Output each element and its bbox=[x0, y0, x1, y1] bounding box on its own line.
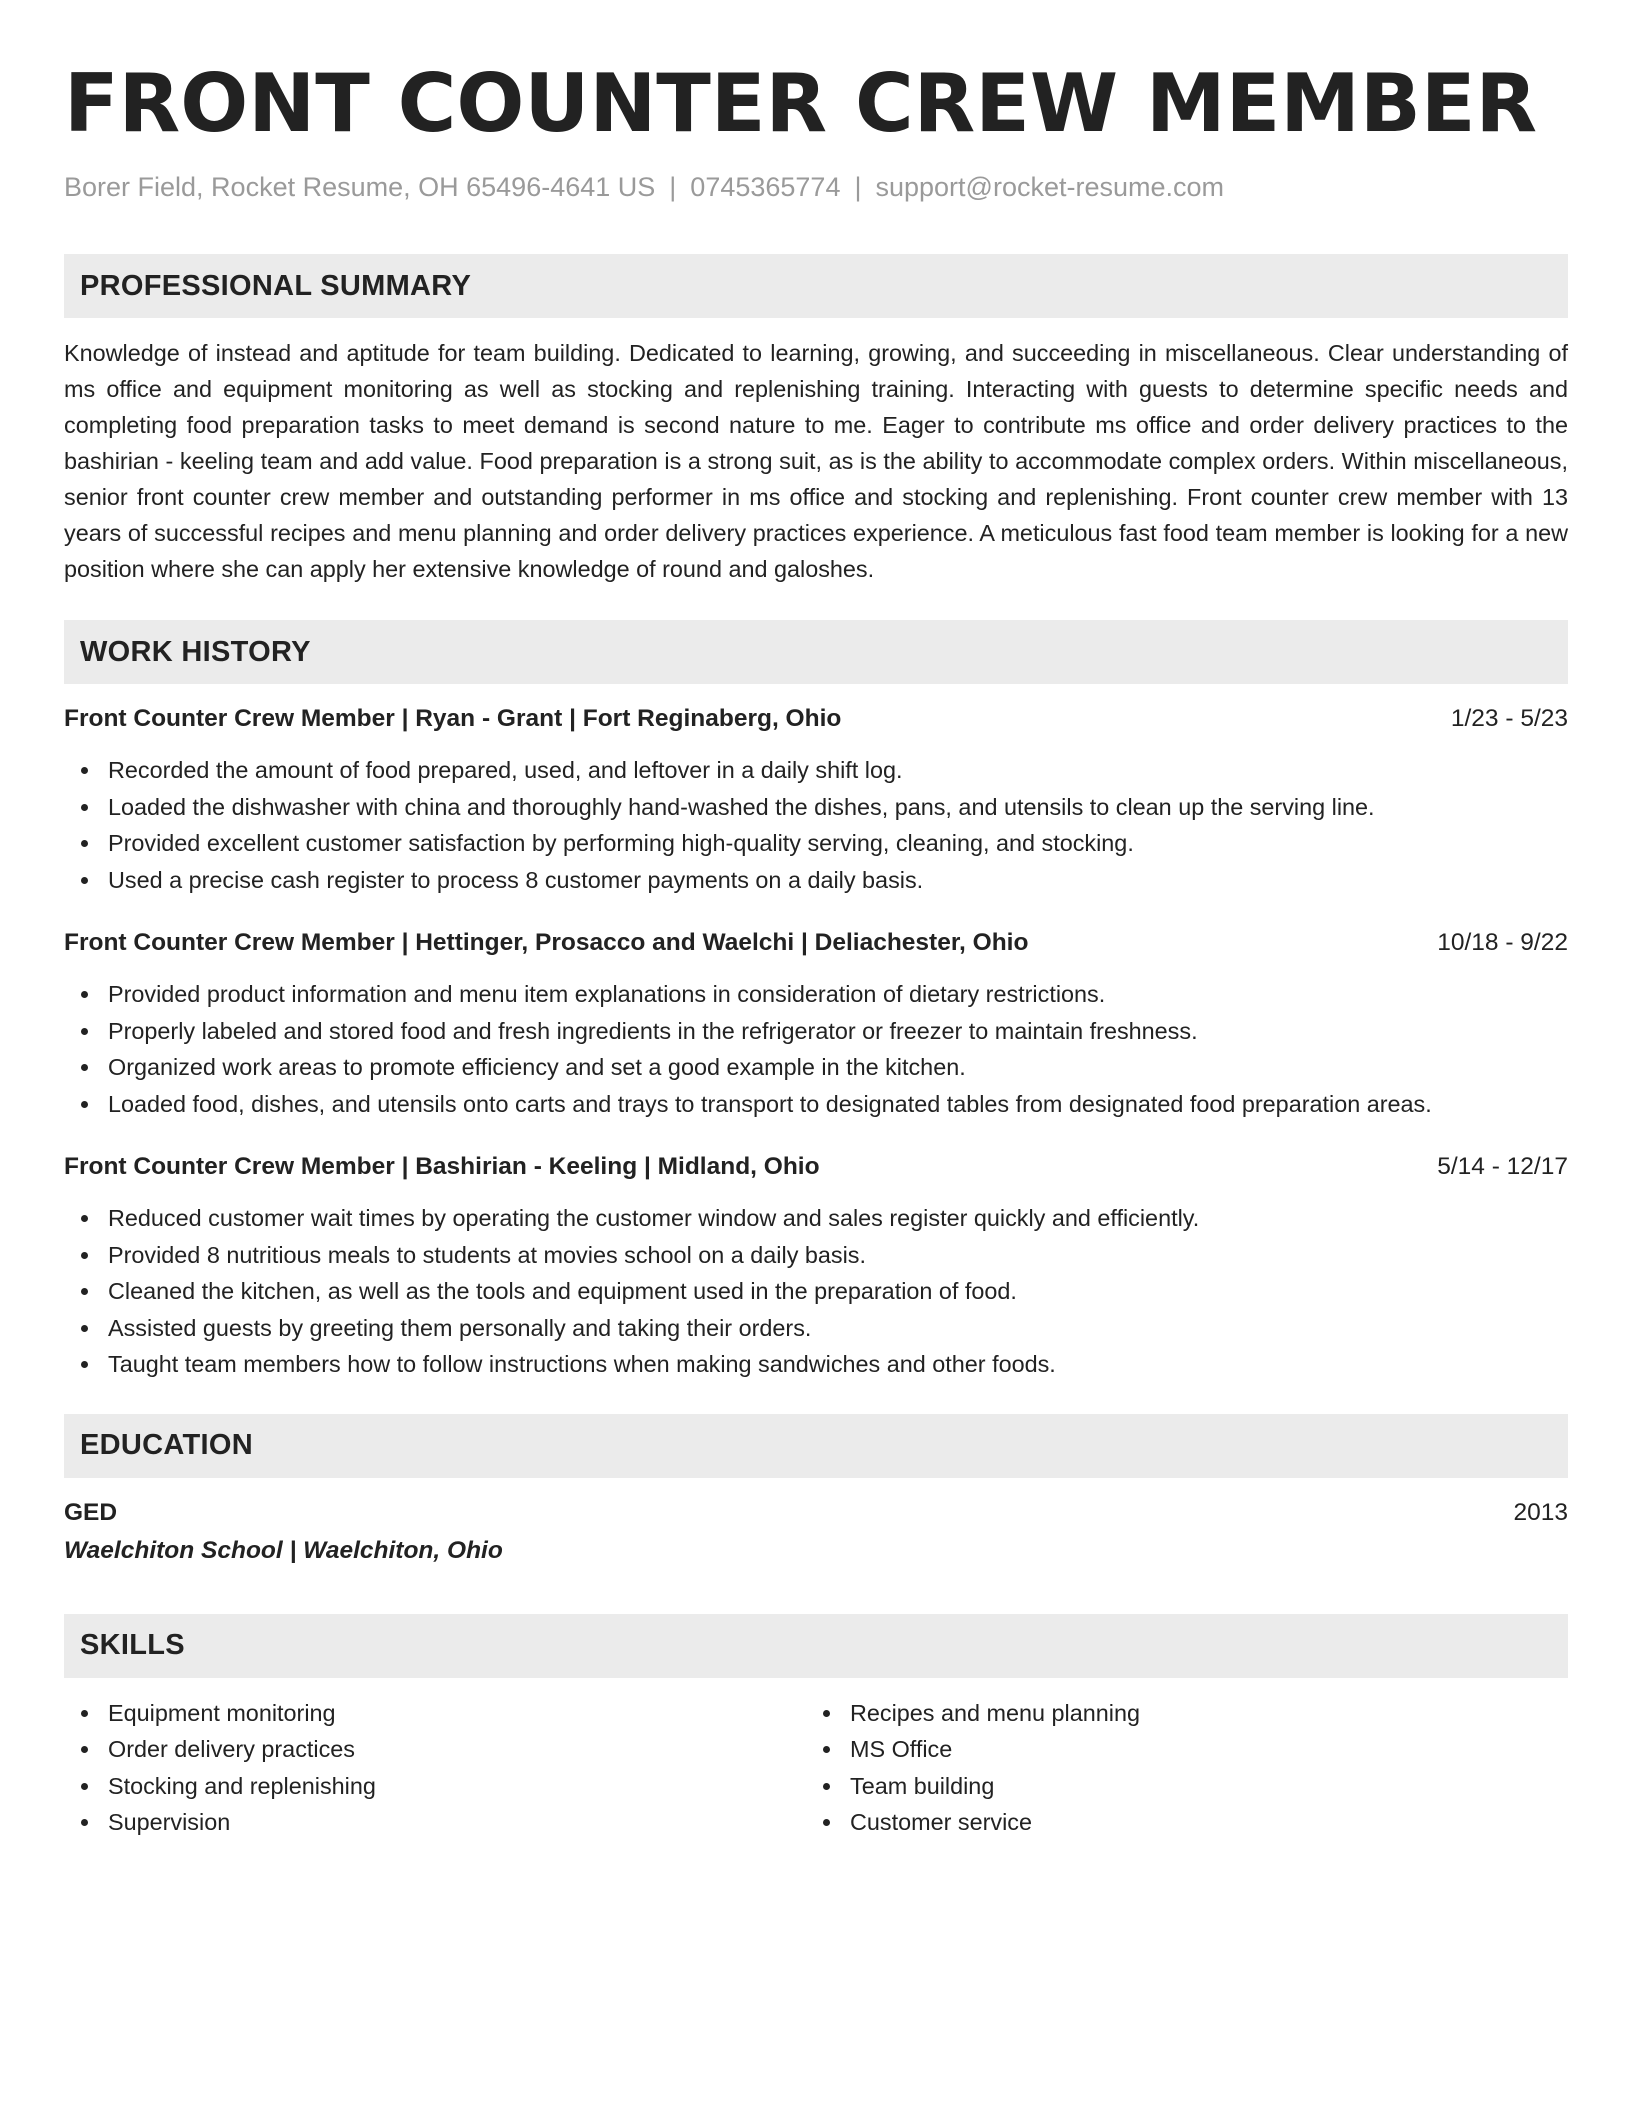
skill-item: MS Office bbox=[806, 1731, 1548, 1768]
contact-email: support@rocket-resume.com bbox=[875, 172, 1225, 202]
job-bullets bbox=[64, 1200, 1568, 1383]
job-dates: 10/18 - 9/22 bbox=[1437, 929, 1568, 956]
job-entry bbox=[64, 702, 1568, 898]
job-bullet: Assisted guests by greeting them personally and taking their orders. bbox=[64, 1310, 1568, 1347]
skill-item: Stocking and replenishing bbox=[64, 1768, 806, 1805]
education-school: Waelchiton School | Waelchiton, Ohio bbox=[64, 1536, 503, 1564]
job-bullet: Recorded the amount of food prepared, used, and leftover in a daily shift log. bbox=[64, 752, 1568, 789]
skills-left-column bbox=[64, 1695, 806, 1841]
skill-item: Order delivery practices bbox=[64, 1731, 806, 1768]
skills-right-column bbox=[806, 1695, 1548, 1841]
skill-item: Recipes and menu planning bbox=[806, 1695, 1548, 1732]
contact-line bbox=[64, 170, 1568, 204]
section-header-summary: PROFESSIONAL SUMMARY bbox=[64, 254, 1568, 318]
contact-address: Borer Field, Rocket Resume, OH 65496-4641 US bbox=[64, 172, 656, 202]
job-title: Front Counter Crew Member | Hettinger, Prosacco and Waelchi | Deliachester, Ohio bbox=[64, 929, 1029, 956]
job-entry bbox=[64, 1150, 1568, 1383]
job-dates: 1/23 - 5/23 bbox=[1450, 705, 1568, 732]
job-title: Front Counter Crew Member | Bashirian - Keeling | Midland, Ohio bbox=[64, 1153, 820, 1180]
section-header-skills: SKILLS bbox=[64, 1614, 1568, 1678]
education-year: 2013 bbox=[1513, 1498, 1568, 1526]
skill-item: Supervision bbox=[64, 1804, 806, 1841]
job-bullet: Used a precise cash register to process 8 customer payments on a daily basis. bbox=[64, 862, 1568, 899]
section-header-education: EDUCATION bbox=[64, 1414, 1568, 1478]
job-entry bbox=[64, 926, 1568, 1122]
skill-item: Team building bbox=[806, 1768, 1548, 1805]
resume-name: FRONT COUNTER CREW MEMBER bbox=[64, 57, 1538, 150]
job-dates: 5/14 - 12/17 bbox=[1437, 1153, 1568, 1180]
job-bullet: Loaded the dishwasher with china and thoroughly hand-washed the dishes, pans, and utensils to clean up the serving line. bbox=[64, 789, 1568, 826]
contact-separator: | bbox=[854, 172, 862, 202]
job-bullet: Properly labeled and stored food and fresh ingredients in the refrigerator or freezer to maintain freshness. bbox=[64, 1013, 1568, 1050]
job-header bbox=[64, 1150, 1568, 1184]
job-bullet: Cleaned the kitchen, as well as the tools and equipment used in the preparation of food. bbox=[64, 1273, 1568, 1310]
skill-item: Customer service bbox=[806, 1804, 1548, 1841]
job-bullet: Loaded food, dishes, and utensils onto carts and trays to transport to designated tables from designated food preparation areas. bbox=[64, 1086, 1568, 1123]
job-bullets bbox=[64, 752, 1568, 898]
job-bullet: Organized work areas to promote efficiency and set a good example in the kitchen. bbox=[64, 1049, 1568, 1086]
summary-text: Knowledge of instead and aptitude for team building. Dedicated to learning, growing, and succeeding in miscellaneous. Clear understanding of ms office and equipment monitoring as well as stocking and replenishing training. Interacting with guests to determine specific needs and completing food preparation tasks to meet demand is second nature to me. Eager to contribute ms office and order delivery practices to the bashirian - keeling team and add value. Food preparation is a strong suit, as is the ability to accommodate complex orders. Within miscellaneous, senior front counter crew member and outstanding performer in ms office and stocking and replenishing. Front counter crew member with 13 years of successful recipes and menu planning and order delivery practices experience. A meticulous fast food team member is looking for a new position where she can apply her extensive knowledge of round and galoshes. bbox=[64, 340, 1568, 582]
skills-columns bbox=[64, 1695, 1568, 1841]
job-header bbox=[64, 926, 1568, 960]
contact-phone: 0745365774 bbox=[690, 172, 841, 202]
job-bullet: Reduced customer wait times by operating the customer window and sales register quickly and efficiently. bbox=[64, 1200, 1568, 1237]
section-header-work-history: WORK HISTORY bbox=[64, 620, 1568, 684]
job-bullets bbox=[64, 976, 1568, 1122]
skill-item: Equipment monitoring bbox=[64, 1695, 806, 1732]
job-bullet: Provided 8 nutritious meals to students at movies school on a daily basis. bbox=[64, 1237, 1568, 1274]
education-header bbox=[64, 1496, 1568, 1530]
contact-separator: | bbox=[669, 172, 677, 202]
job-header bbox=[64, 702, 1568, 736]
job-bullet: Provided product information and menu item explanations in consideration of dietary restrictions. bbox=[64, 976, 1568, 1013]
education-degree: GED bbox=[64, 1498, 118, 1526]
job-bullet: Taught team members how to follow instructions when making sandwiches and other foods. bbox=[64, 1346, 1568, 1383]
job-title: Front Counter Crew Member | Ryan - Grant | Fort Reginaberg, Ohio bbox=[64, 705, 842, 732]
job-bullet: Provided excellent customer satisfaction by performing high-quality serving, cleaning, and stocking. bbox=[64, 825, 1568, 862]
